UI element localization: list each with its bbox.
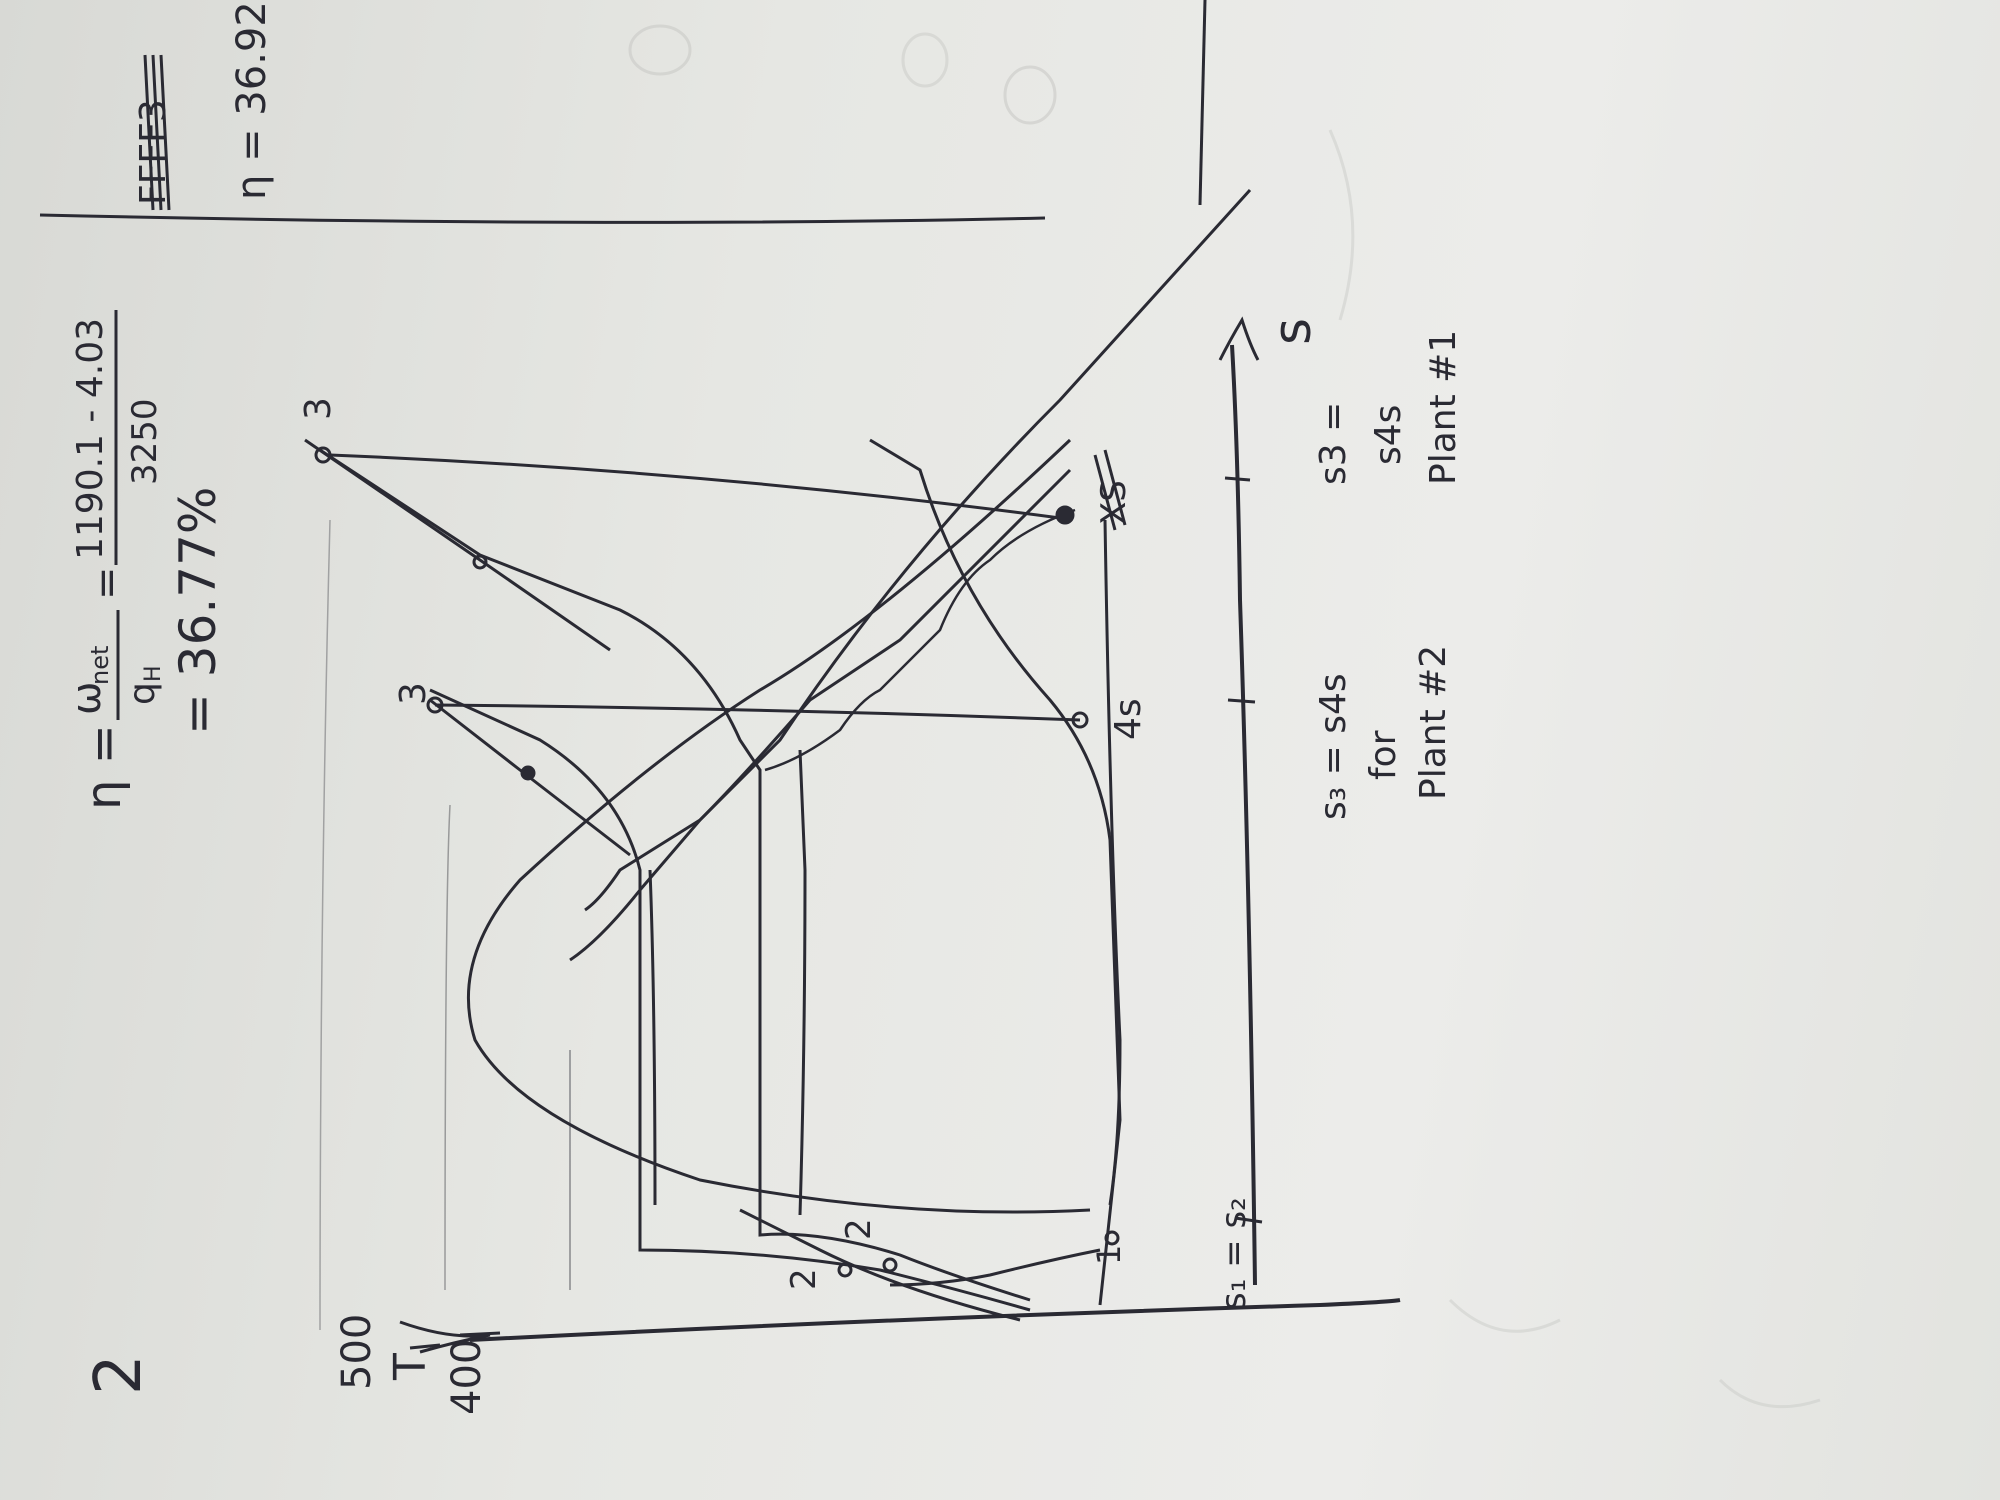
superheat-line-a xyxy=(305,440,610,650)
state-4-point xyxy=(1057,507,1073,523)
state-3a-label-text: 3 xyxy=(298,397,339,420)
efficiency-result-text: = 36.77% xyxy=(169,486,227,735)
note-plant-2-line-2: for xyxy=(1363,730,1404,780)
state-markers xyxy=(316,448,1118,1276)
s1-equals-s2-label xyxy=(1214,1197,1254,1310)
isotherm-low xyxy=(650,870,655,1205)
state-2b-label-text: 2 xyxy=(839,1218,879,1240)
q-h-subscript: H xyxy=(141,665,166,682)
crossed-side-note xyxy=(133,55,174,210)
expansion-line-b xyxy=(585,190,1250,910)
state-3b-mid-point xyxy=(522,767,534,779)
state-4s-label-text: 4s xyxy=(1108,698,1149,740)
expansion-line-a xyxy=(560,780,1030,1310)
side-result xyxy=(229,1,275,200)
t-tick-400-text: 400 xyxy=(444,1338,490,1415)
note-plant-1-line-2: s4s xyxy=(1368,404,1409,465)
crossed-side-note-text: FFFF3 xyxy=(133,99,174,205)
separator-line-1 xyxy=(40,215,1045,222)
state-3a-drop xyxy=(330,455,1060,518)
state-3a-label xyxy=(298,397,339,420)
t-axis xyxy=(470,1300,1400,1340)
crossed-state-label xyxy=(1094,450,1134,530)
svg-text:=: = xyxy=(84,566,130,600)
state-2a-label-text: 2 xyxy=(784,1268,824,1290)
fraction-denominator: 3250 xyxy=(125,398,165,485)
note-plant-1 xyxy=(1313,330,1464,485)
s-axis xyxy=(1232,345,1255,1285)
state-3b-label xyxy=(393,682,434,705)
eta-lhs: η = xyxy=(76,724,132,810)
s-axis-arrow xyxy=(1220,320,1258,360)
guide-line-500 xyxy=(320,520,330,1330)
t-tick-500 xyxy=(334,1314,380,1390)
t-axis-label xyxy=(385,1353,436,1381)
problem-number: 2 xyxy=(82,1354,156,1395)
isobar-high xyxy=(430,690,1030,1310)
efficiency-result xyxy=(169,487,227,735)
problem-number-group xyxy=(82,1354,156,1395)
note-plant-2 xyxy=(1313,645,1454,820)
t-tick-400 xyxy=(444,1339,490,1415)
q-h-symbol: q xyxy=(122,682,163,705)
isotherm-mid xyxy=(800,750,805,1215)
state-4s-label xyxy=(1108,698,1149,740)
state-1-label-text: 1 xyxy=(1090,1244,1128,1265)
fraction-numerator: 1190.1 - 4.03 xyxy=(70,318,111,560)
crossed-state-label-text: XS xyxy=(1094,480,1134,525)
expansion-line-c xyxy=(570,470,1070,960)
s-axis-label xyxy=(1263,318,1323,345)
note-plant-1-line-3: Plant #1 xyxy=(1423,329,1464,485)
w-net-subscript: net xyxy=(86,645,114,685)
t-axis-label-text: T xyxy=(385,1353,436,1380)
t-tick-500-text: 500 xyxy=(334,1313,380,1390)
right-rule xyxy=(1200,0,1205,205)
state-2a-label xyxy=(784,1268,824,1290)
wavy-line xyxy=(765,510,1075,770)
note-plant-1-line-1: s3 = xyxy=(1313,401,1354,485)
side-result-text: η = 36.92 xyxy=(229,1,275,200)
state-1-label xyxy=(1090,1245,1128,1265)
isotherm-bottom xyxy=(1105,520,1120,1205)
s-axis-label-text: s xyxy=(1263,317,1323,345)
state-3b-drop xyxy=(435,705,1080,720)
state-2b-label xyxy=(839,1218,879,1240)
note-plant-2-line-3: Plant #2 xyxy=(1413,644,1454,800)
w-net-symbol: ω xyxy=(64,681,110,715)
state-2b-point xyxy=(884,1259,896,1271)
state-3b-label-text: 3 xyxy=(393,682,434,705)
efficiency-equation xyxy=(64,310,166,810)
note-plant-2-line-1: s₃ = s4s xyxy=(1313,673,1354,820)
saturation-dome xyxy=(468,440,1090,1212)
pump-line-1 xyxy=(740,1210,1020,1320)
s1-equals-s2-text: s₁ = s₂ xyxy=(1214,1197,1254,1310)
guide-line-400 xyxy=(445,805,450,1290)
